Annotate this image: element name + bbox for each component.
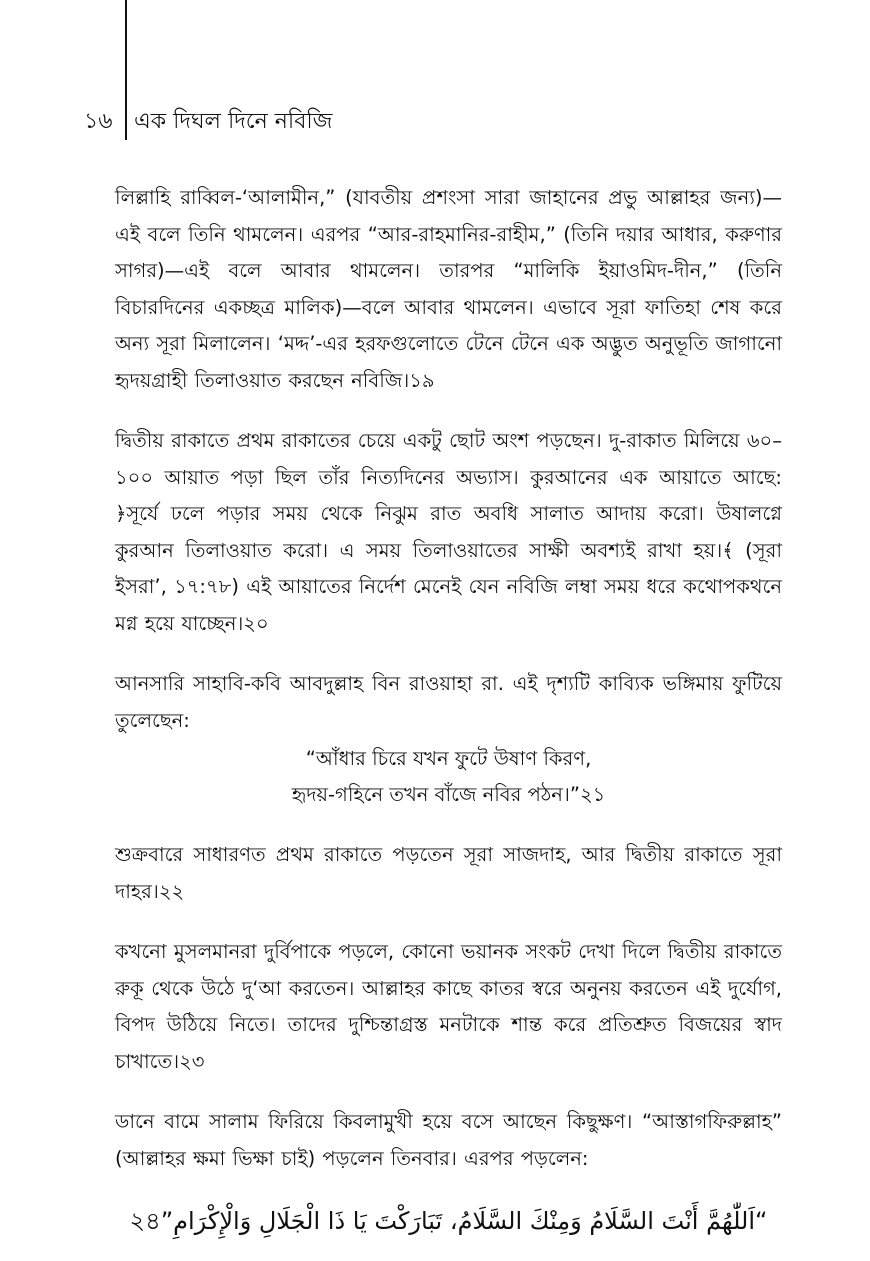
paragraph-second-rakat: দ্বিতীয় রাকাতে প্রথম রাকাতের চেয়ে একটু ছোট অংশ পড়ছেন। দু-রাকাত মিলিয়ে ৬০–১০০ আয়াত পড়া ছিল তাঁর নিত্যদিনের অভ্যাস। কুরআনের এক আয়াতে আছে: ﴿সূর্যে ঢলে পড়ার সময় থেকে নিঝুম রাত অবধি সালাত আদায় করো। উষালগ্নে কুরআন তিলাওয়াত করো। এ সময় তিলাওয়াতের সাক্ষী অবশ্যই রাখা হয়।﴾ (সূরা ইসরা’, ১৭:৭৮) এই আয়াতের নির্দেশ মেনেই যেন নবিজি লম্বা সময় ধরে কথোপকথনে মগ্ন হয়ে যাচ্ছেন।২০ xyxy=(115,429,782,635)
poem-line: হৃদয়-গহিনে তখন বাঁজে নবির পঠন।”২১ xyxy=(291,783,606,806)
main-text xyxy=(115,180,782,1241)
poem-line: “আঁধার চিরে যখন ফুটে উষাণ কিরণ, xyxy=(305,747,592,770)
paragraph-fatiha-recitation: লিল্লাহি রাব্বিল-‘আলামীন,” (যাবতীয় প্রশংসা সারা জাহানের প্রভু আল্লাহর জন্য)—এই বলে তিনি থামলেন। এরপর “আর-রাহমানির-রাহীম,” (তিনি দয়ার আধার, করুণার সাগর)—এই বলে আবার থামলেন। তারপর “মালিকি ইয়াওমিদ-দীন,” (তিনি বিচারদিনের একচ্ছত্র মালিক)—বলে আবার থামলেন। এভাবে সূরা ফাতিহা শেষ করে অন্য সূরা মিলালেন। ‘মদ্দ’-এর হরফগুলোতে টেনে টেনে এক অদ্ভুত অনুভূতি জাগানো হৃদয়গ্রাহী তিলাওয়াত করছেন নবিজি।১৯ xyxy=(115,186,782,392)
paragraph-qunut: কখনো মুসলমানরা দুর্বিপাকে পড়লে, কোনো ভয়ানক সংকট দেখা দিলে দ্বিতীয় রাকাতে রুকূ থেকে উঠে দু‘আ করতেন। আল্লাহর কাছে কাতর স্বরে অনুনয় করতেন এই দুর্যোগ, বিপদ উঠিয়ে নিতে। তাদের দুশ্চিন্তাগ্রস্ত মনটাকে শান্ত করে প্রতিশ্রুত বিজয়ের স্বাদ চাখাতে।২৩ xyxy=(115,940,782,1073)
poem-quote xyxy=(115,741,782,813)
paragraph-poet-intro: আনসারি সাহাবি-কবি আবদুল্লাহ বিন রাওয়াহা রা. এই দৃশ্যটি কাব্যিক ভঙ্গিমায় ফুটিয়ে তুলেছেন: xyxy=(115,672,782,732)
arabic-dua: “اَللّٰهُمَّ أَنْتَ السَّلَامُ وَمِنْكَ السَّلَامُ، تَبَارَكْتَ يَا ذَا الْجَلَالِ وَالْإِكْرَامِ”২৪ xyxy=(129,1207,768,1235)
book-title: এক দিঘল দিনে নবিজি xyxy=(134,109,333,134)
paragraph-after-salam: ডানে বামে সালাম ফিরিয়ে কিবলামুখী হয়ে বসে আছেন কিছুক্ষণ। “আস্তাগফিরুল্লাহ” (আল্লাহর ক্ষমা ভিক্ষা চাই) পড়লেন তিনবার। এরপর পড়লেন: xyxy=(115,1110,782,1170)
paragraph-friday-surah: শুক্রবারে সাধারণত প্রথম রাকাতে পড়তেন সূরা সাজদাহ, আর দ্বিতীয় রাকাতে সূরা দাহর।২২ xyxy=(115,843,782,903)
header-divider-line xyxy=(125,0,127,140)
page-number: ১৬ xyxy=(84,109,113,134)
